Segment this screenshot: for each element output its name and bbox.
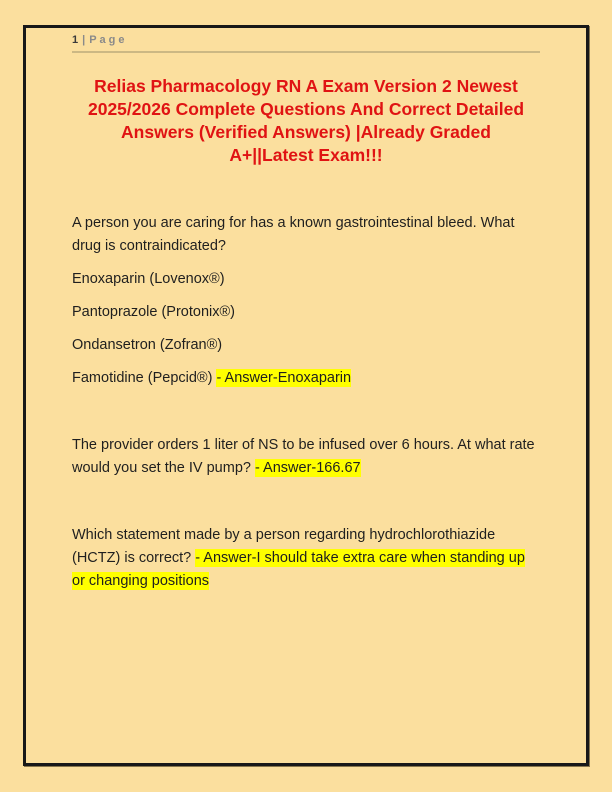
question-1-option-3: Ondansetron (Zofran®) <box>72 337 223 353</box>
title-line-2: 2025/2026 Complete Questions And Correct Detailed <box>87 99 525 119</box>
question-2-answer-highlight: - Answer-166.67 <box>254 460 361 476</box>
document-title <box>72 75 540 167</box>
question-1-option-1: Enoxaparin (Lovenox®) <box>72 271 225 287</box>
question-3-answer-highlight: - Answer-I should take extra care when standing up or changing positions <box>72 550 525 589</box>
title-line-3: Answers (Verified Answers) |Already Graded <box>121 122 491 142</box>
question-3-text <box>72 524 540 593</box>
question-1-option-2: Pantoprazole (Protonix®) <box>72 304 236 320</box>
page-header <box>72 34 540 53</box>
question-1-text: A person you are caring for has a known gastrointestinal bleed. What drug is contraindicated? <box>72 215 515 254</box>
page-content <box>72 0 540 593</box>
question-1-option-4 <box>72 367 540 390</box>
question-1-answer-highlight: - Answer-Enoxaparin <box>216 370 352 386</box>
page-number: 1 <box>72 34 79 46</box>
question-2-text <box>72 434 540 480</box>
question-2-question: The provider orders 1 liter of NS to be infused over 6 hours. At what rate would you set the IV pump? <box>72 437 535 476</box>
title-line-1: Relias Pharmacology RN A Exam Version 2 Newest <box>94 76 518 96</box>
question-1-option-4-label: Famotidine (Pepcid®) <box>72 370 217 386</box>
title-line-4: A+||Latest Exam!!! <box>229 145 383 165</box>
question-3-question: Which statement made by a person regarding hydrochlorothiazide (HCTZ) is correct? <box>72 527 496 566</box>
header-page-label: Page <box>89 34 128 46</box>
header-separator: | <box>82 34 86 46</box>
